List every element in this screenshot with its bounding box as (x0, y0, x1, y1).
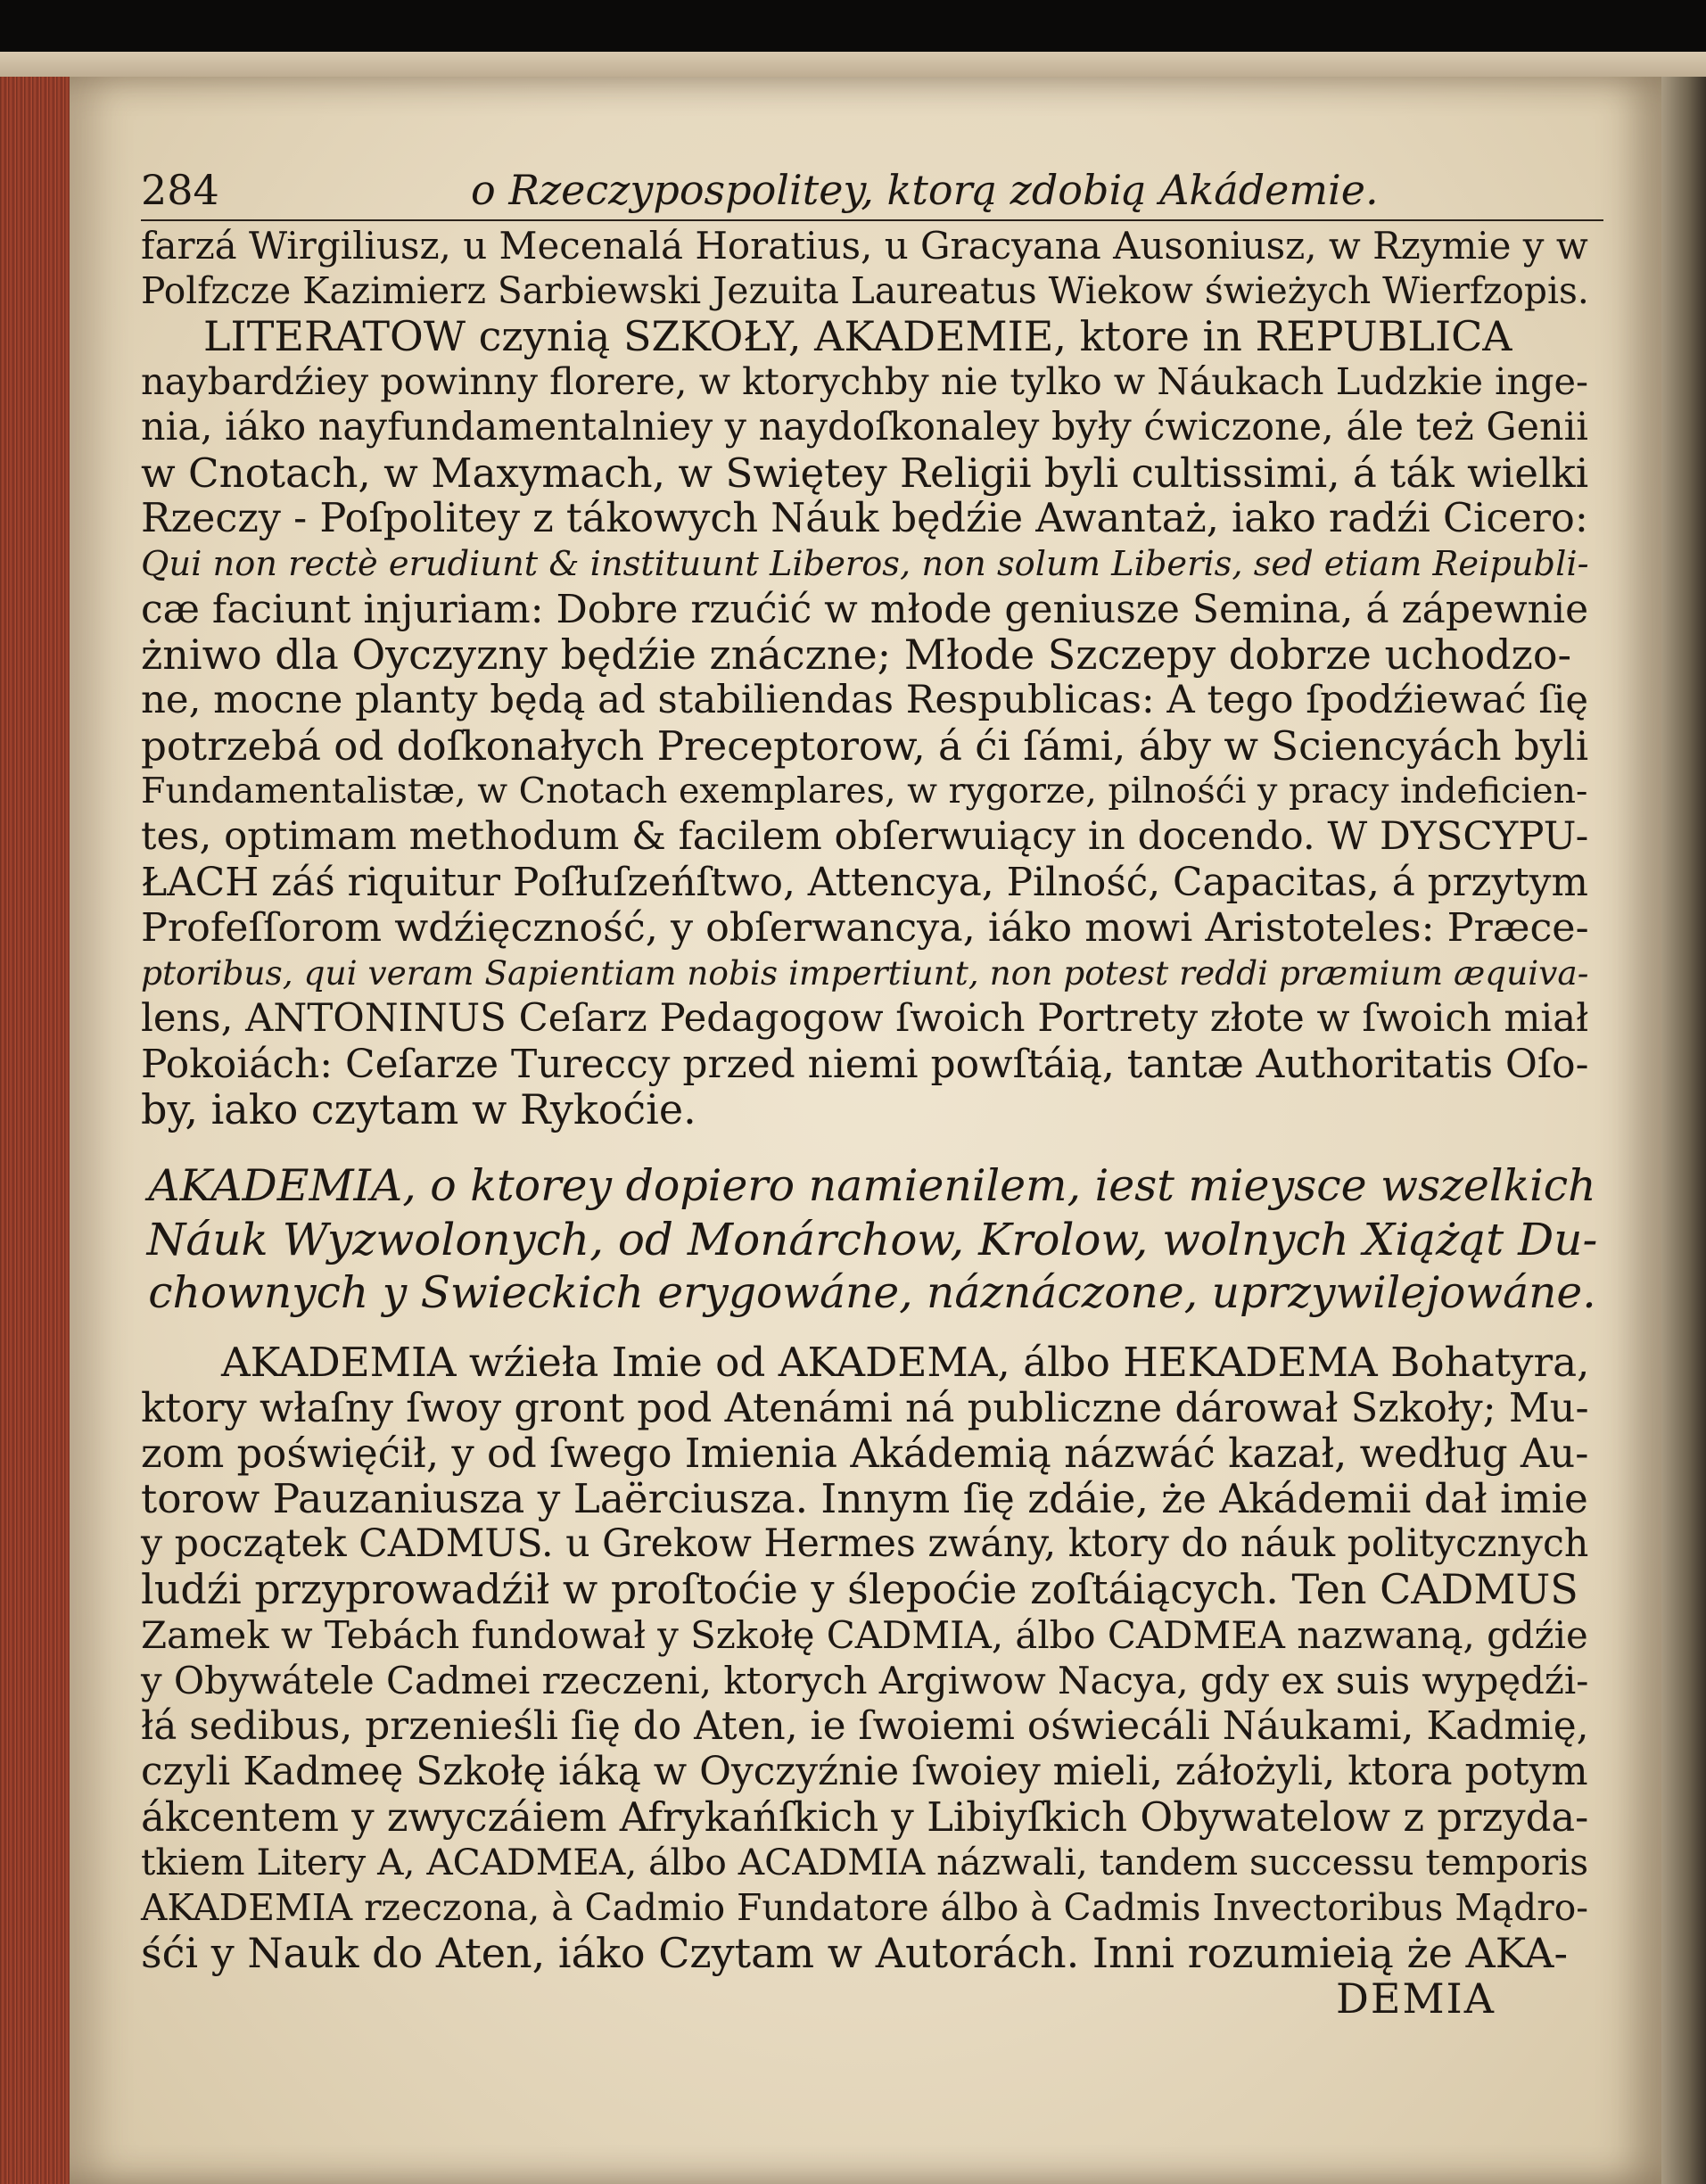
heading-line: Náuk Wyzwolonych, od Monárchow, Krolow, wolnych Xiążąt Du- (146, 1214, 1598, 1265)
text-line: lens, ANTONINUS Ceſarz Pedagogow ſwoich Portrety złote w ſwoich miał (141, 996, 1589, 1041)
text-line: AKADEMIA wźieła Imie od AKADEMA, álbo HEKADEMA Bohatyra, (221, 1339, 1590, 1386)
text-line: Rzeczy - Poſpolitey z tákowych Náuk będźie Awantaż, iako radźi Cicero: (141, 495, 1588, 541)
text-line: potrzebá od doſkonałych Preceptorow, á ći ſámi, áby w Sciencyách byli (141, 722, 1589, 770)
text-line: ŁACH záś riquitur Poſłuſzeńſtwo, Attencya, Pilność, Capacitas, á przytym (141, 860, 1588, 905)
text-line: naybardźiey powinny florere, w ktorychby nie tylko w Náukach Ludzkie inge- (141, 360, 1588, 403)
catchword: DEMIA (1336, 1974, 1496, 2023)
paragraph-1 (141, 223, 1603, 314)
text-line: nia, iáko nayfundamentalniey y naydoſkonaley były ćwiczone, ále też Genii (141, 405, 1588, 449)
text-line: ne, mocne planty będą ad stabiliendas Respublicas: A tego ſpodźiewać ſię (141, 678, 1588, 722)
text-line: torow Pauzaniusza y Laërciusza. Innym ſię zdáie, że Akádemii dał imie (141, 1475, 1588, 1522)
page-text (141, 166, 1603, 1977)
text-line: w Cnotach, w Maxymach, w Swiętey Religii byli cultissimi, á ták wielki (141, 449, 1589, 497)
section-heading (141, 1159, 1603, 1320)
paragraph-2 (141, 314, 1603, 1133)
running-title: o Rzeczypospolitey, ktorą zdobią Akádemie. (471, 166, 1379, 214)
binding-gutter (1661, 77, 1706, 2184)
text-line: cæ faciunt injuriam: Dobre rzućić w młode geniusze Semina, á zápewnie (141, 587, 1589, 632)
text-line: śći y Nauk do Aten, iáko Czytam w Autorách. Inni rozumieią że AKA- (141, 1929, 1569, 1977)
heading-line: AKADEMIA, o ktorey dopiero namienilem, iest mieysce wszelkich (148, 1160, 1596, 1211)
text-line: ludźi przyprowadźił w proſtoćie y ślepoćie zoſtáiących. Ten CADMUS (141, 1565, 1578, 1613)
text-line: tkiem Litery A, ACADMEA, álbo ACADMIA názwali, tandem successu temporis (141, 1841, 1589, 1883)
text-line: łá sedibus, przenieśli ſię do Aten, ie ſwoiemi oświecáli Náukami, Kadmię, (141, 1703, 1589, 1749)
text-line: czyli Kadmeę Szkołę iáką w Oyczyźnie ſwoiey mieli, záłożyli, ktora potym (141, 1749, 1588, 1794)
text-line: ákcentem y zwyczáiem Afrykańſkich y Libiyſkich Obywatelow z przyda- (141, 1793, 1589, 1841)
text-line: tes, optimam methodum & facilem obſerwuiący in docendo. W DYSCYPU- (141, 814, 1589, 859)
text-line: Fundamentalistæ, w Cnotach exemplares, w rygorze, pilnośći y pracy indeficien- (141, 771, 1588, 812)
text-line: y początek CADMUS. u Grekow Hermes zwány, ktory do náuk politycznych (141, 1521, 1589, 1566)
text-line: Zamek w Tebách fundował y Szkołę CADMIA, álbo CADMEA nazwaną, gdźie (141, 1613, 1588, 1657)
text-line: LITERATOW czynią SZKOŁY, AKADEMIE, ktore in REPUBLICA (203, 312, 1512, 360)
text-line: Qui non rectè erudiunt & instituunt Liberos, non solum Liberis, sed etiam Reipubli- (141, 544, 1589, 584)
text-line: żniwo dla Oyczyzny będźie znáczne; Młode Szczepy dobrze uchodzo- (141, 630, 1572, 679)
text-line: y Obywátele Cadmei rzeczeni, ktorych Argiwow Nacya, gdy ex suis wypędźi- (141, 1659, 1589, 1702)
heading-line: chownych y Swieckich erygowáne, náznáczone, uprzywilejowáne. (148, 1268, 1596, 1318)
red-page-edges (0, 52, 70, 2184)
text-line: farzá Wirgiliusz, u Mecenalá Horatius, u Gracyana Ausoniusz, w Rzymie y w (141, 224, 1588, 268)
text-line: Profeſſorom wdźięczność, y obſerwancya, iáko mowi Aristoteles: Præce- (141, 905, 1589, 951)
text-line: ktory właſny ſwoy gront pod Atenámi ná publiczne dárował Szkoły; Mu- (141, 1384, 1589, 1431)
top-page-edge (0, 52, 1706, 77)
paragraph-3 (141, 1339, 1603, 1976)
running-header (141, 166, 1603, 221)
text-line: AKADEMIA rzeczona, à Cadmio Fundatore álbo à Cadmis Invectoribus Mądro- (141, 1886, 1588, 1929)
page-number: 284 (141, 166, 219, 214)
text-line: ptoribus, qui veram Sapientiam nobis impertiunt, non potest reddi præmium æquiva- (141, 953, 1589, 993)
text-line: by, iako czytam w Rykoćie. (141, 1085, 696, 1133)
text-line: Polfzcze Kazimierz Sarbiewski Jezuita Laureatus Wiekow świeżych Wierfzopis. (141, 269, 1589, 312)
text-line: zom poświęćił, y od ſwego Imienia Akádemią názwáć kazał, według Au- (141, 1430, 1589, 1477)
text-line: Pokoiách: Ceſarze Tureccy przed niemi powſtáią, tantæ Authoritatis Oſo- (141, 1042, 1589, 1087)
